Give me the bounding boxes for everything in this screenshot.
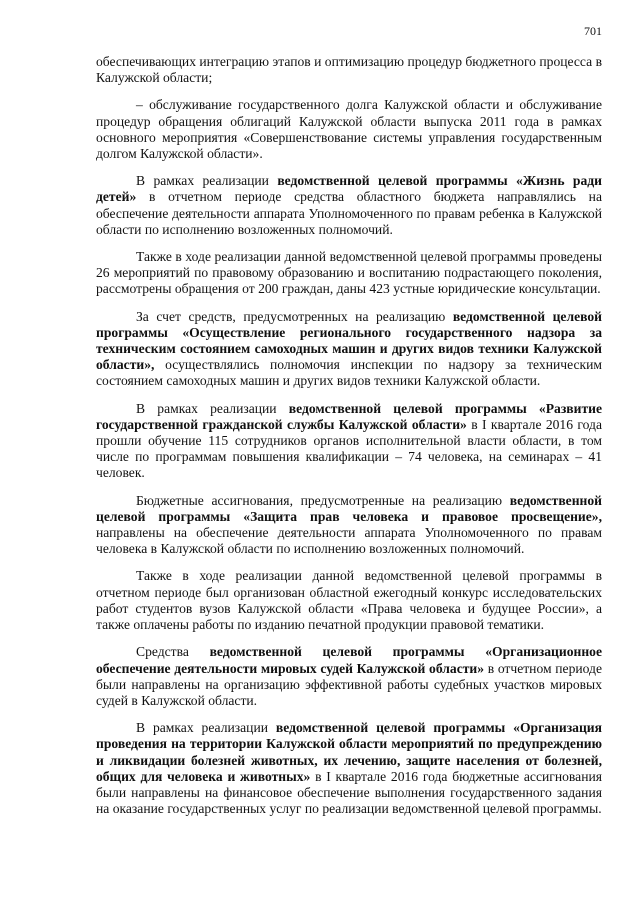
paragraph <box>96 249 602 298</box>
paragraph-text: в I квартале 2016 года бюджетные ассигнования были направлены на финансовое обеспечение выполнения государственного задания на оказание государственных услуг по реализации ведомственной целевой программы. <box>96 768 602 817</box>
page-number: 701 <box>584 24 602 38</box>
paragraph-text: – обслуживание государственного долга Калужской области и обслуживание процедур обращения облигаций Калужской области выпуска 2011 года в рамках основного мероприятия «Совершенствование системы управления государственным долгом Калужской области». <box>96 97 602 162</box>
paragraph <box>96 568 602 633</box>
paragraph-text: В рамках реализации <box>136 400 289 416</box>
document-body <box>96 54 602 828</box>
bold-program-name: ведомственной целевой программы «Развитие государственной гражданской службы Калужской области» <box>96 400 602 432</box>
bold-program-name: ведомственной целевой программы «Жизнь ради детей» <box>96 173 602 205</box>
paragraph-text: в отчетном периоде средства областного бюджета направлялись на обеспечение деятельности аппарата Уполномоченного по правам ребенка в Калужской области по исполнению возложенных полномочий. <box>96 189 602 237</box>
paragraph-text: направлены на обеспечение деятельности аппарата Уполномоченного по правам человека в Калужской области по исполнению возложенных полномочий. <box>96 525 602 557</box>
paragraph-text: В рамках реализации <box>136 720 276 736</box>
paragraph-text: в отчетном периоде были направлены на организацию эффективной работы судебных участков мировых судей в Калужской области. <box>96 660 602 708</box>
paragraph <box>96 54 602 86</box>
paragraph <box>96 644 602 709</box>
paragraph-text: Также в ходе реализации данной ведомственной целевой программы проведены 26 мероприятий по правовому образованию и воспитанию подрастающего поколения, рассмотрены обращения от 200 граждан, даны 423 устные юридические консультации. <box>96 249 602 297</box>
bold-program-name: ведомственной целевой программы «Защита прав человека и правовое просвещение», <box>96 492 602 524</box>
paragraph-text: обеспечивающих интеграцию этапов и оптимизацию процедур бюджетного процесса в Калужской области; <box>96 54 602 86</box>
bold-program-name: ведомственной целевой программы «Осуществление регионального государственного надзора за техническим состоянием самоходных машин и других видов техники Калужской области», <box>96 308 602 373</box>
paragraph <box>96 401 602 482</box>
bold-program-name: ведомственной целевой программы «Организация проведения на территории Калужской области мероприятий по предупреждению и ликвидации болезней животных, их лечению, защите населения от болезней, общих для человека и животных» <box>96 720 602 784</box>
bold-program-name: ведомственной целевой программы «Организационное обеспечение деятельности мировых судей Калужской области» <box>96 644 603 676</box>
paragraph-text: Средства <box>136 644 210 660</box>
paragraph <box>96 97 602 162</box>
paragraph-text: В рамках реализации <box>136 173 278 189</box>
paragraph-text: Также в ходе реализации данной ведомственной целевой программы в отчетном периоде был организован областной ежегодный конкурс исследовательских работ студентов вузов Калужской области «Права человека и будущее России», а также оплачены работы по изданию печатной продукции правовой тематики. <box>96 568 602 633</box>
paragraph <box>96 309 602 390</box>
paragraph-text: Бюджетные ассигнования, предусмотренные на реализацию <box>136 492 510 508</box>
paragraph-text: осуществлялись полномочия инспекции по надзору за техническим состоянием самоходных машин и других видов техники Калужской области. <box>96 357 602 389</box>
paragraph <box>96 173 602 238</box>
paragraph <box>96 720 602 817</box>
paragraph-text: За счет средств, предусмотренных на реализацию <box>136 308 453 324</box>
paragraph-text: в I квартале 2016 года прошли обучение 115 сотрудников органов исполнительной власти области, в том числе по программам повышения квалификации – 74 человека, на семинарах – 41 человек. <box>96 416 602 481</box>
paragraph <box>96 493 602 558</box>
